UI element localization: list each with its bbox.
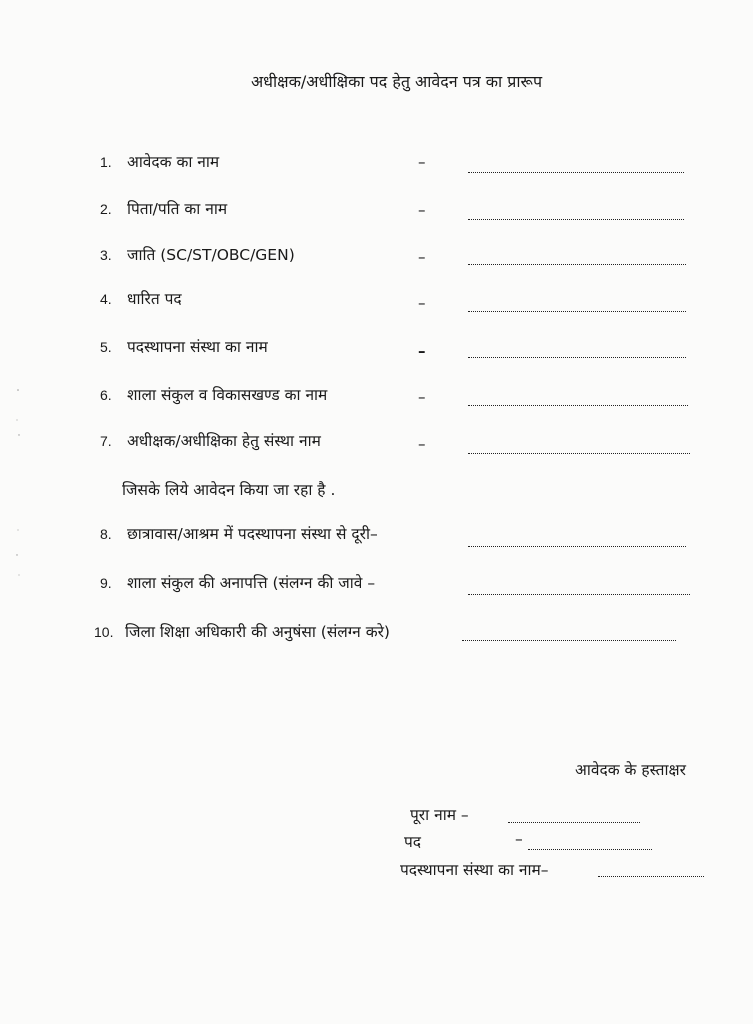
- item-number: 2.: [100, 201, 112, 217]
- item-number: 6.: [100, 387, 112, 403]
- item-7-fill-line[interactable]: [468, 453, 690, 454]
- item-number: 8.: [100, 526, 112, 542]
- item-label: पदस्थापना संस्था का नाम: [126, 338, 268, 356]
- form-item-3: [100, 243, 295, 265]
- item-7-dash: –: [418, 435, 426, 453]
- signature-full-name-line[interactable]: [508, 822, 640, 823]
- scan-specks: [14, 380, 22, 600]
- item-9-fill-line[interactable]: [468, 594, 690, 595]
- item-2-fill-line[interactable]: [468, 219, 684, 220]
- item-label: आवेदक का नाम: [126, 153, 220, 171]
- item-number: 5.: [100, 339, 112, 355]
- item-label: जिला शिक्षा अधिकारी की अनुषंसा (संलग्न करे): [124, 623, 390, 641]
- item-3-dash: –: [418, 248, 426, 266]
- item-number: 3.: [100, 247, 112, 263]
- item-1-fill-line[interactable]: [468, 172, 684, 173]
- item-number: 4.: [100, 291, 112, 307]
- item-6-fill-line[interactable]: [468, 405, 688, 406]
- item-3-fill-line[interactable]: [468, 264, 686, 265]
- signature-post-line[interactable]: [528, 849, 652, 850]
- item-label: जाति (SC/ST/OBC/GEN): [126, 246, 295, 264]
- form-item-1: [100, 150, 219, 172]
- item-4-dash: –: [418, 294, 426, 312]
- item-8-fill-line[interactable]: [468, 546, 686, 547]
- item-label: शाला संकुल की अनापत्ति (संलग्न की जावे –: [126, 574, 376, 592]
- item-2-dash: –: [418, 201, 426, 219]
- form-item-2: [100, 197, 227, 219]
- item-number: 9.: [100, 575, 112, 591]
- item-number: 10.: [94, 624, 114, 640]
- item-label: धारित पद: [126, 290, 182, 308]
- form-item-9: [100, 571, 375, 593]
- item-4-fill-line[interactable]: [468, 311, 686, 312]
- form-item-6: [100, 383, 327, 405]
- signature-full-name-label: पूरा नाम –: [410, 806, 469, 824]
- signature-post-label: पद: [404, 833, 422, 851]
- signature-institution-line[interactable]: [598, 876, 704, 877]
- item-6-dash: –: [418, 388, 426, 406]
- form-item-10: [94, 620, 390, 642]
- item-label: पिता/पति का नाम: [126, 200, 228, 218]
- form-item-4: [100, 287, 182, 309]
- applicant-signature-label: आवेदक के हस्ताक्षर: [575, 761, 686, 779]
- signature-post-dash: –: [515, 830, 523, 848]
- item-5-dash: –: [418, 342, 426, 360]
- item-10-fill-line[interactable]: [462, 640, 676, 641]
- item-number: 7.: [100, 433, 112, 449]
- signature-institution-label: पदस्थापना संस्था का नाम–: [400, 861, 549, 879]
- item-number: 1.: [100, 154, 112, 170]
- item-label: अधीक्षक/अधीक्षिका हेतु संस्था नाम: [126, 432, 321, 450]
- form-item-5: [100, 335, 268, 357]
- form-title: अधीक्षक/अधीक्षिका पद हेतु आवेदन पत्र का प्रारूप: [250, 72, 543, 91]
- item-1-dash: –: [418, 153, 426, 171]
- item-5-fill-line[interactable]: [468, 357, 686, 358]
- item-label: शाला संकुल व विकासखण्ड का नाम: [126, 386, 328, 404]
- item-label: छात्रावास/आश्रम में पदस्थापना संस्था से दूरी–: [126, 525, 378, 543]
- item-7-continuation: जिसके लिये आवेदन किया जा रहा है .: [122, 481, 336, 499]
- form-item-7: [100, 429, 321, 451]
- form-item-8: [100, 522, 378, 544]
